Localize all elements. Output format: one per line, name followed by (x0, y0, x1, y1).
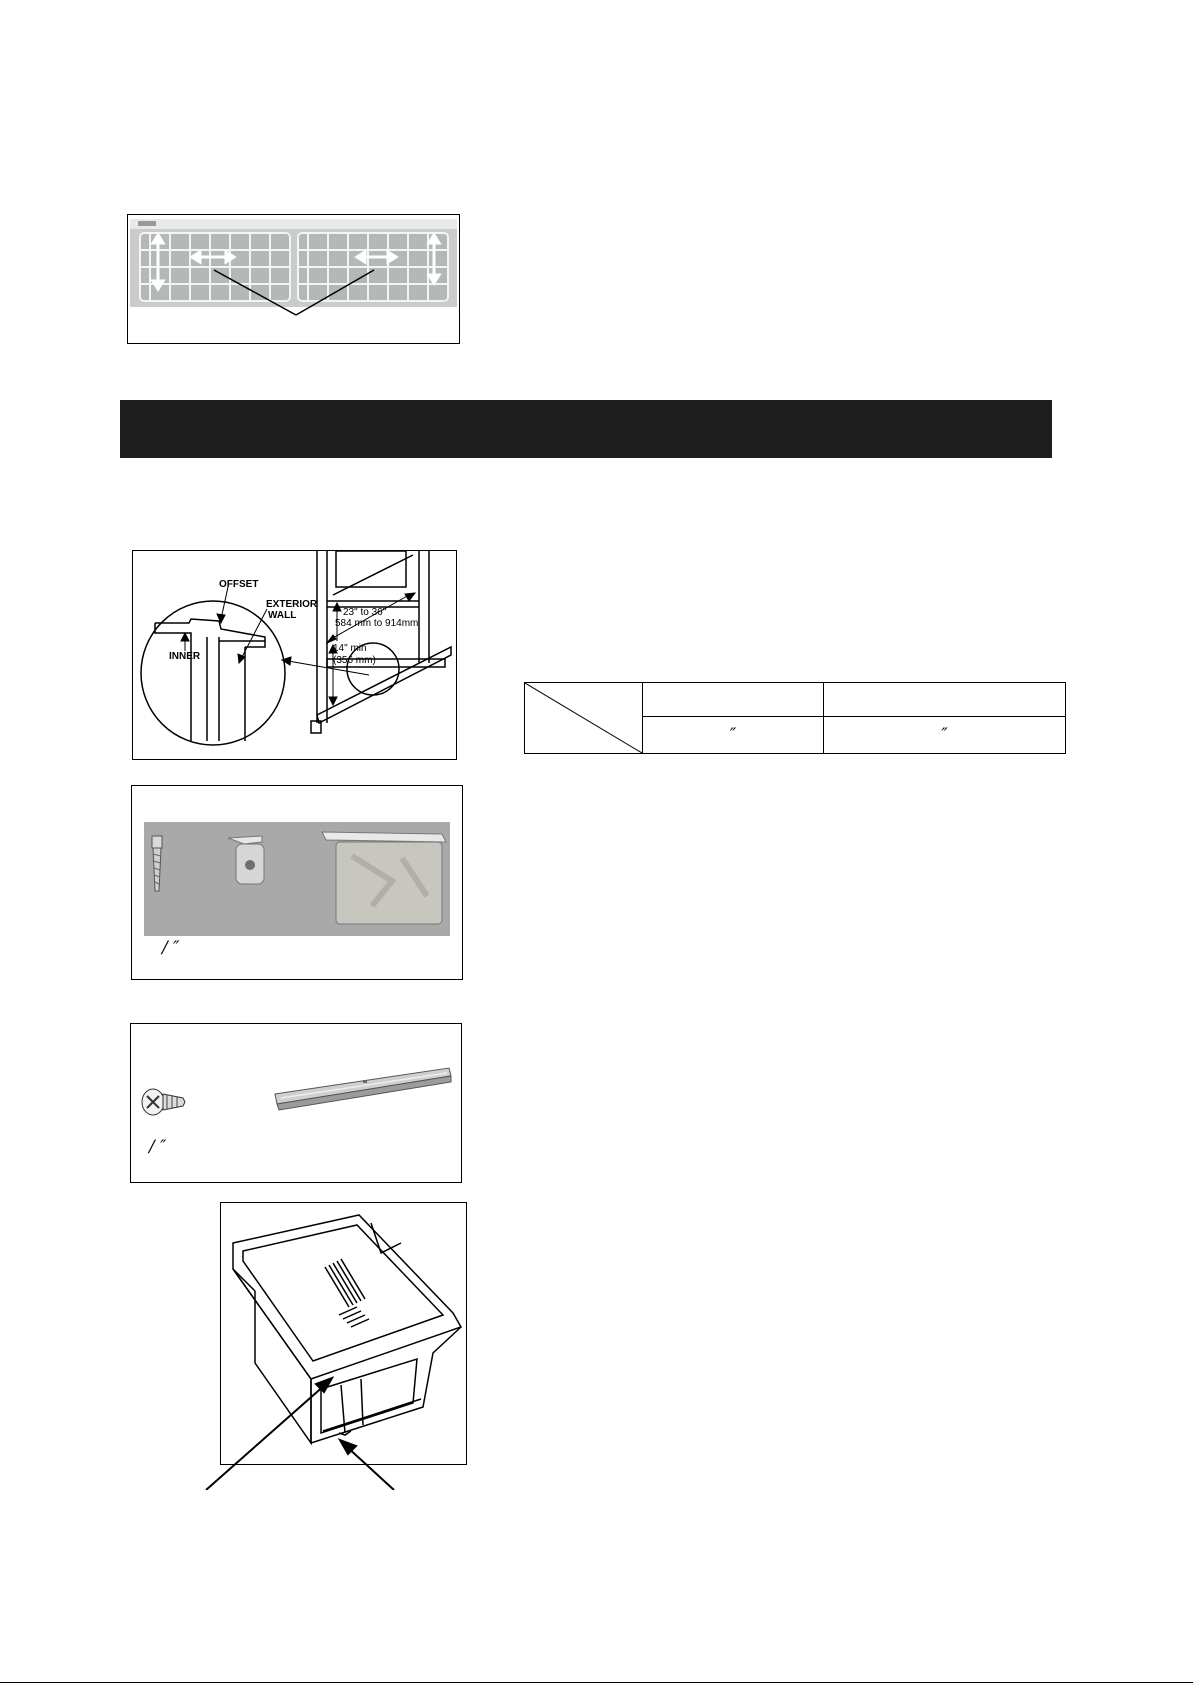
exterior-wall-label: EXTERIOR (266, 599, 318, 610)
table-cell-r2c2: ″ (824, 717, 1066, 754)
rail-part (275, 1068, 451, 1110)
hardware-1-caption: / ″ (162, 938, 180, 958)
truss-screw-part (142, 1089, 185, 1115)
hardware-photo-1 (132, 786, 462, 979)
table-cell-r2c1: ″ (643, 717, 824, 754)
offset-label: OFFSET (219, 579, 259, 590)
width-range-mm-text: 584 mm to 914mm (335, 618, 419, 629)
table-header-cell-2 (824, 683, 1066, 717)
hardware-figure-2 (130, 1023, 462, 1183)
inner-label: INNER (169, 651, 201, 659)
footer-rule (0, 1682, 1193, 1683)
diagonal-line (525, 683, 642, 753)
louver-figure (127, 214, 460, 344)
section-banner (120, 400, 1052, 458)
width-range-text: 23" to 36" (343, 607, 387, 618)
table-header-cell-1 (643, 683, 824, 717)
hardware-figure-1 (131, 785, 463, 980)
louver-illustration (128, 215, 459, 343)
plate-part (322, 832, 446, 924)
size-table (524, 682, 1066, 754)
exterior-wall-label-line2: WALL (268, 610, 297, 621)
table-corner-cell (525, 683, 643, 754)
sleeve-leader-arrows (190, 1360, 490, 1490)
hardware-photo-2 (131, 1024, 461, 1182)
min-height-mm-text: (356 mm) (333, 655, 376, 666)
hardware-2-caption: / ″ (149, 1137, 167, 1157)
min-height-text: 14" min (333, 643, 367, 654)
window-diagram (132, 550, 457, 760)
